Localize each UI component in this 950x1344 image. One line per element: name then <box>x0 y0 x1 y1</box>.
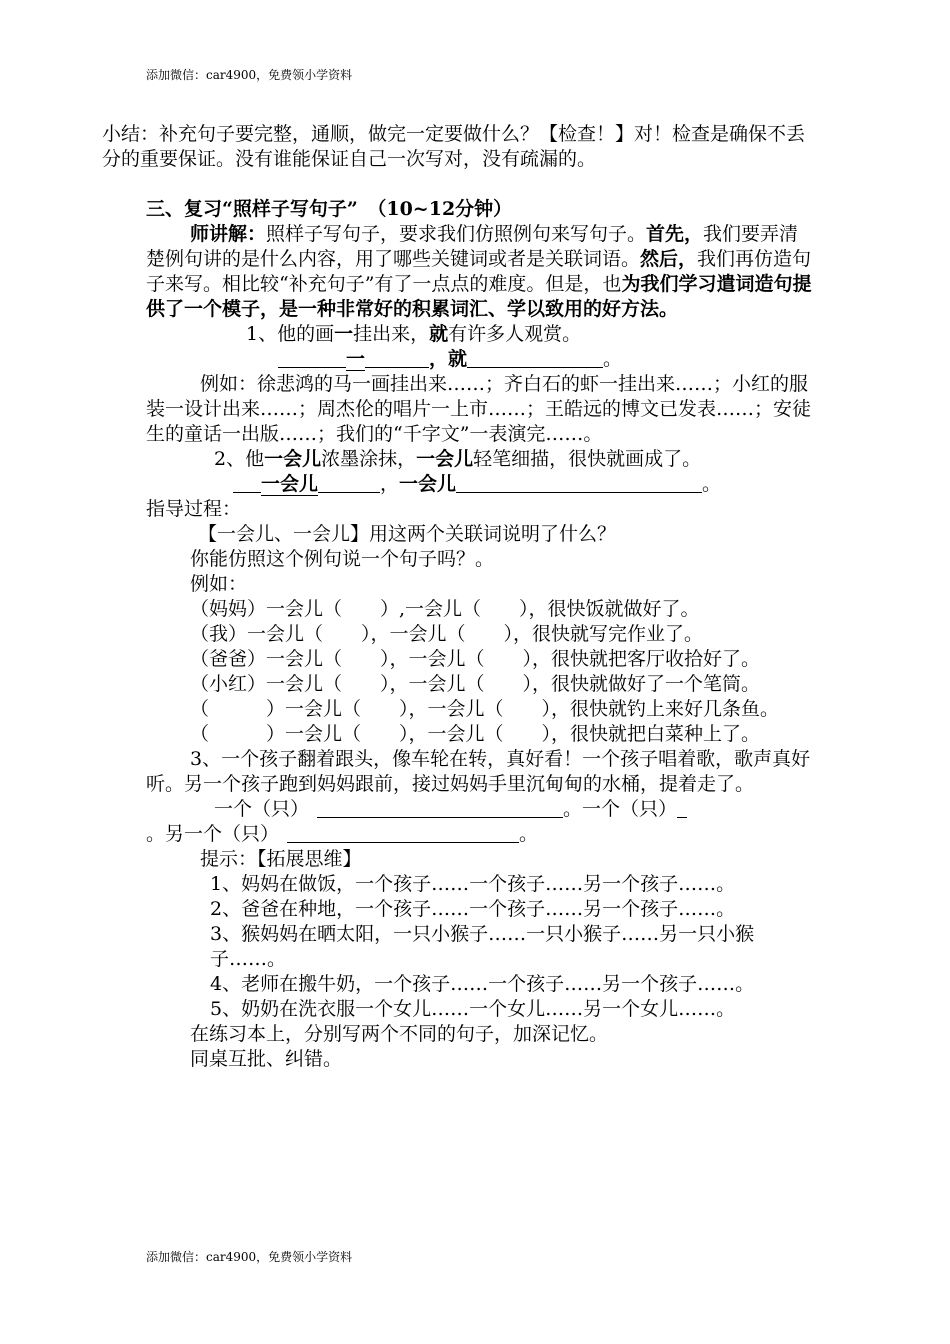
example-2-line: （ ）一会儿（ ），一会儿（ ），很快就把白菜种上了。 <box>190 723 761 745</box>
example-3-blanks-2: 。另一个（只） 。 <box>146 823 539 845</box>
example-2-line: （我）一会儿（ ），一会儿（ ），很快就写完作业了。 <box>190 623 704 645</box>
guide-label: 指导过程： <box>146 498 242 520</box>
teacher-paragraph: 师讲解：照样子写句子，要求我们仿照例句来写句子。首先，我们要弄清楚例句讲的是什么内容，用了哪些关键词或者是关联词语。然后，我们再仿造句子来写。相比较“补充句子”有了一点点的难度。但是，也为我们学习遣词造句提供了一个模子，是一种非常好的积累词汇、学以致用的好方法。 <box>146 223 812 320</box>
summary-paragraph: 小结：补充句子要完整，通顺，做完一定要做什么？【检查！】对！检查是确保不丢分的重要保证。没有谁能保证自己一次写对，没有疏漏的。 <box>102 123 806 170</box>
practice-instruction: 在练习本上，分别写两个不同的句子，加深记忆。 <box>190 1023 609 1045</box>
peer-review-instruction: 同桌互批、纠错。 <box>190 1048 343 1070</box>
example-2-blanks: 一会儿 ，一会儿 。 <box>146 472 816 497</box>
hint-title: 提示：【拓展思维】 <box>200 848 362 870</box>
hint-item: 3、猴妈妈在晒太阳，一只小猴子……一只小猴子……另一只小猴子……。 <box>210 923 755 970</box>
page-footer: 添加微信：car4900，免费领小学资料 <box>146 1250 353 1264</box>
example-label: 例如： <box>190 573 248 595</box>
document-body <box>102 122 816 1072</box>
example-2-line: （ ）一会儿（ ），一会儿（ ），很快就钓上来好几条鱼。 <box>190 698 780 720</box>
example-2-line: （爸爸）一会儿（ ），一会儿（ ），很快就把客厅收拾好了。 <box>190 648 761 670</box>
example-3-text: 3、一个孩子翻着跟头，像车轮在转，真好看！一个孩子唱着歌，歌声真好听。另一个孩子跑到妈妈跟前，接过妈妈手里沉甸甸的水桶，提着走了。 <box>146 748 811 795</box>
page-header: 添加微信：car4900，免费领小学资料 <box>146 68 353 82</box>
example-2-line: （妈妈）一会儿（ ）,一会儿（ ），很快饭就做好了。 <box>190 598 700 620</box>
section-title: 三、复习“照样子写句子” （10~12分钟） <box>146 198 513 220</box>
guide-question-1: 【一会儿、一会儿】用这两个关联词说明了什么？ <box>198 523 617 545</box>
hint-item: 4、老师在搬牛奶，一个孩子……一个孩子……另一个孩子……。 <box>210 973 755 995</box>
example-1-examples: 例如：徐悲鸿的马一画挂出来……；齐白石的虾一挂出来……；小红的服装一设计出来……；周杰伦的唱片一上市……；王皓远的博文已发表……；安徒生的童话一出版……；我们的“千字文”一表演完……。 <box>146 373 812 445</box>
hint-item: 1、妈妈在做饭，一个孩子……一个孩子……另一个孩子……。 <box>210 873 736 895</box>
hint-item: 5、奶奶在洗衣服一个女儿……一个女儿……另一个女儿……。 <box>210 998 736 1020</box>
hint-item: 2、爸爸在种地，一个孩子……一个孩子……另一个孩子……。 <box>210 898 736 920</box>
example-3-blanks-1: 一个（只） 。一个（只） <box>146 797 816 822</box>
example-2-line: （小红）一会儿（ ），一会儿（ ），很快就做好了一个笔筒。 <box>190 673 761 695</box>
example-1-blanks: 一 ，就 。 <box>146 347 816 372</box>
guide-question-2: 你能仿照这个例句说一个句子吗？。 <box>190 548 495 570</box>
example-1-sentence: 1、他的画一挂出来，就有许多人观赏。 <box>246 323 582 345</box>
example-2-sentence: 2、他一会儿浓墨涂抹，一会儿轻笔细描，很快就画成了。 <box>214 448 702 470</box>
